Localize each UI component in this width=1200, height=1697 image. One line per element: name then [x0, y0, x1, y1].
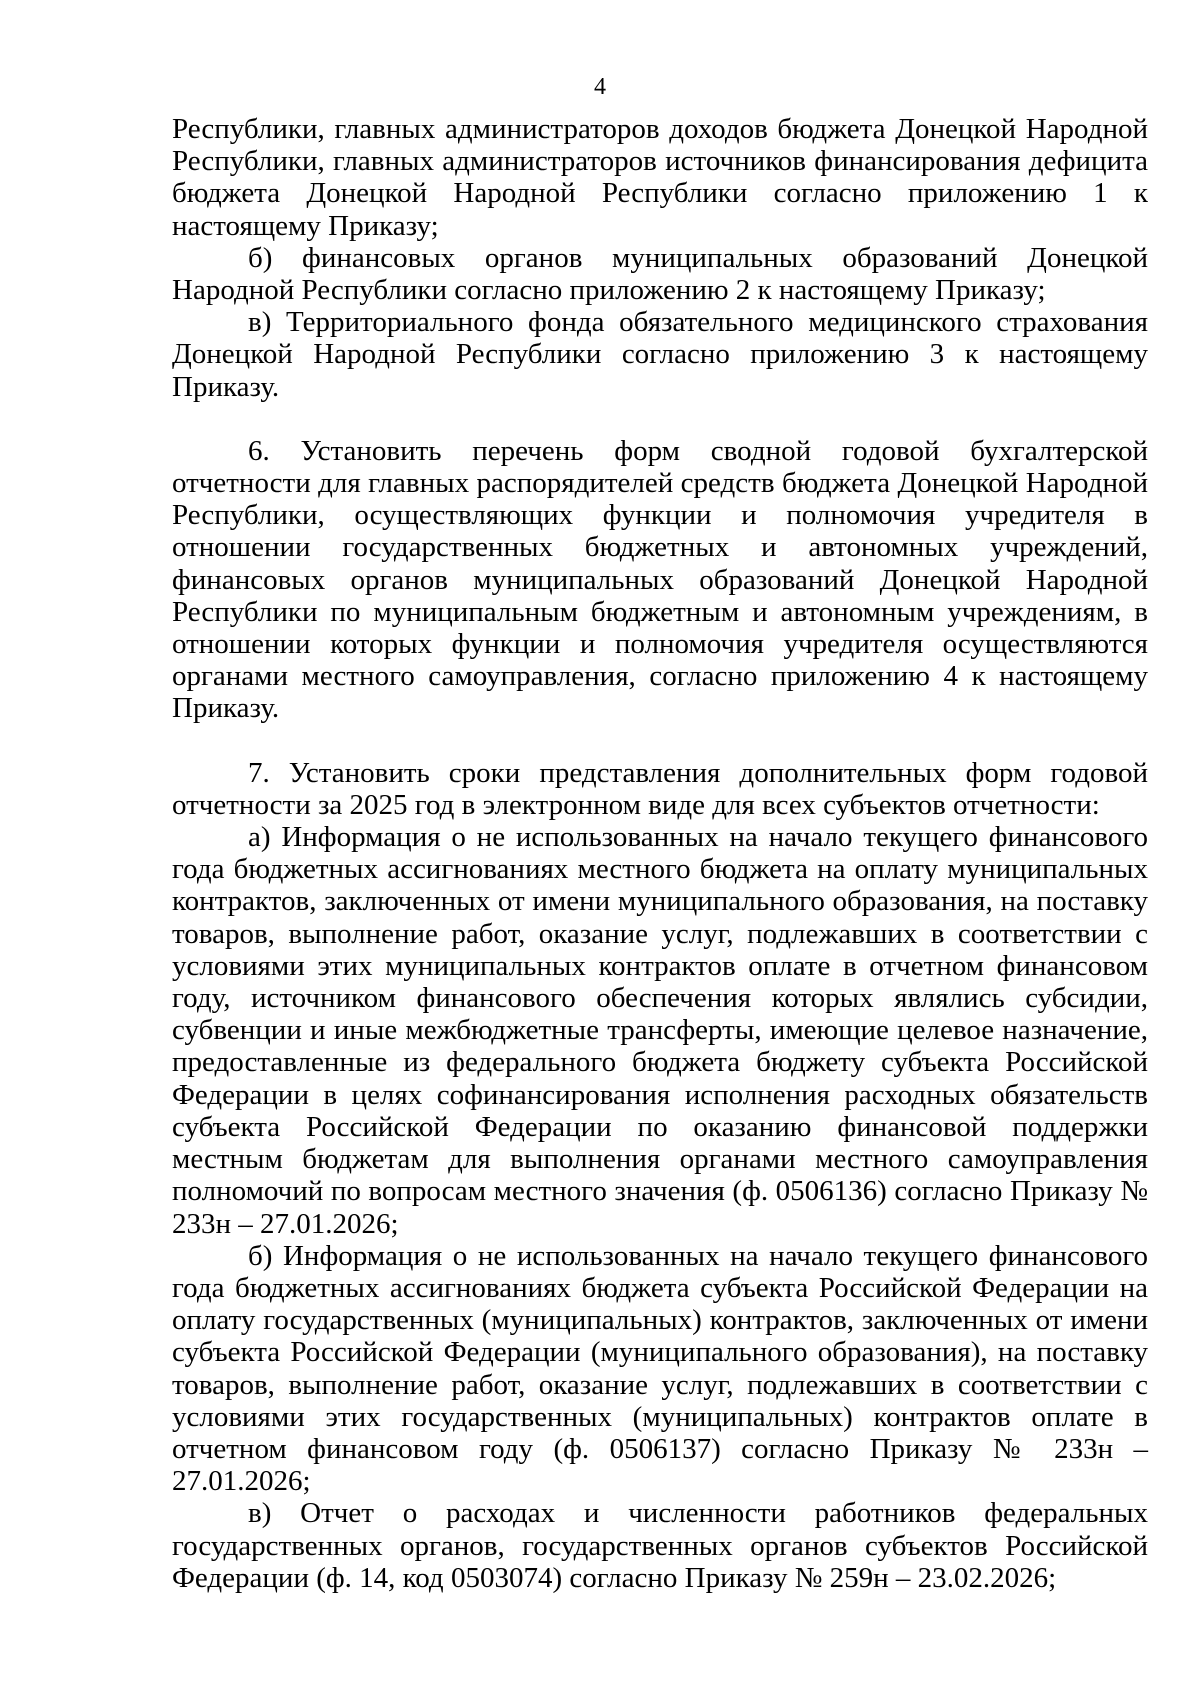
paragraph-7: 7. Установить сроки представления дополнительных форм годовой отчетности за 2025 год в электронном виде для всех субъектов отчетности:: [172, 756, 1148, 821]
paragraph-7b: б) Информация о не использованных на начало текущего финансового года бюджетных ассигнованиях бюджета субъекта Российской Федерации на оплату государственных (муниципальных) контрактов, заключенных от имени субъекта Российской Федерации (муниципального образования), на поставку товаров, выполнение работ, оказание услуг, подлежавших в соответствии с условиями этих государственных (муниципальных) контрактов оплате в отчетном финансовом году (ф. 0506137) согласно Приказу № 233н – 27.01.2026;: [172, 1239, 1148, 1498]
paragraph-item-v: в) Территориального фонда обязательного медицинского страхования Донецкой Народной Республики согласно приложению 3 к настоящему Приказу.: [172, 306, 1148, 403]
paragraph-7v: в) Отчет о расходах и численности работников федеральных государственных органов, государственных органов субъектов Российской Федерации (ф. 14, код 0503074) согласно Приказу № 259н – 23.02.2026;: [172, 1497, 1148, 1594]
page-number: 4: [594, 74, 606, 100]
document-body: [172, 113, 1148, 1594]
paragraph-6: 6. Установить перечень форм сводной годовой бухгалтерской отчетности для главных распорядителей средств бюджета Донецкой Народной Республики, осуществляющих функции и полномочия учредителя в отношении государственных бюджетных и автономных учреждений, финансовых органов муниципальных образований Донецкой Народной Республики по муниципальным бюджетным и автономным учреждениям, в отношении которых функции и полномочия учредителя осуществляются органами местного самоуправления, согласно приложению 4 к настоящему Приказу.: [172, 434, 1148, 725]
paragraph-7a: а) Информация о не использованных на начало текущего финансового года бюджетных ассигнованиях местного бюджета на оплату муниципальных контрактов, заключенных от имени муниципального образования, на поставку товаров, выполнение работ, оказание услуг, подлежавших в соответствии с условиями этих муниципальных контрактов оплате в отчетном финансовом году, источником финансового обеспечения которых являлись субсидии, субвенции и иные межбюджетные трансферты, имеющие целевое назначение, предоставленные из федерального бюджета бюджету субъекта Российской Федерации в целях софинансирования исполнения расходных обязательств субъекта Российской Федерации по оказанию финансовой поддержки местным бюджетам для выполнения органами местного самоуправления полномочий по вопросам местного значения (ф. 0506136) согласно Приказу № 233н – 27.01.2026;: [172, 821, 1148, 1240]
paragraph-item-b: б) финансовых органов муниципальных образований Донецкой Народной Республики согласно приложению 2 к настоящему Приказу;: [172, 241, 1148, 307]
paragraph-continuation: Республики, главных администраторов доходов бюджета Донецкой Народной Республики, главных администраторов источников финансирования дефицита бюджета Донецкой Народной Республики согласно приложению 1 к настоящему Приказу;: [172, 113, 1148, 242]
